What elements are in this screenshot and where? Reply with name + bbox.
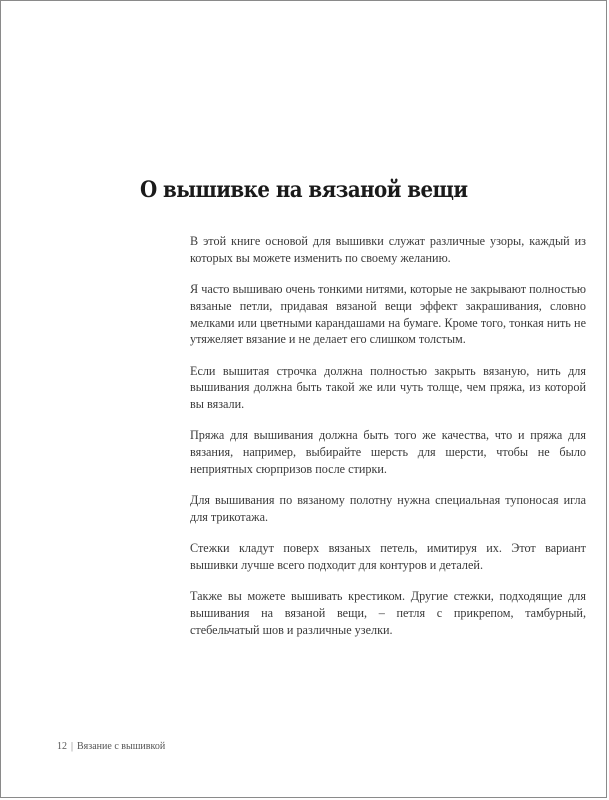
paragraph: Я часто вышиваю очень тонкими нитями, которые не закрывают полностью вязаные петли, придавая вязаной вещи эффект закрашивания, словно мелками или цветными карандашами на бумаге. Кроме того, тонкая нить не утяжеляет вязание и не делает его слишком толстым. bbox=[190, 281, 586, 347]
paragraph: Для вышивания по вязаному полотну нужна специальная тупоносая игла для трикотажа. bbox=[190, 493, 586, 524]
paragraph: Стежки кладут поверх вязаных петель, имитируя их. Этот вариант вышивки лучше всего подходит для контуров и деталей. bbox=[190, 541, 586, 572]
paragraph: Пряжа для вышивания должна быть того же качества, что и пряжа для вязания, например, выбирайте шерсть для шерсти, чтобы не было неприятных сюрпризов после стирки. bbox=[190, 428, 586, 476]
running-title: Вязание с вышивкой bbox=[77, 741, 166, 752]
paragraph: Если вышитая строчка должна полностью закрыть вязаную, нить для вышивания должна быть такой же или чуть толще, чем пряжа, из которой вы вязали. bbox=[190, 363, 586, 412]
page-number: 12 bbox=[57, 741, 67, 752]
page-footer bbox=[57, 741, 165, 752]
paragraph: В этой книге основой для вышивки служат различные узоры, каждый из которых вы можете изменить по своему желанию. bbox=[190, 234, 586, 265]
footer-divider: | bbox=[71, 741, 74, 752]
body-text bbox=[190, 233, 586, 653]
chapter-title: О вышивке на вязаной вещи bbox=[139, 177, 468, 203]
paragraph: Также вы можете вышивать крестиком. Другие стежки, подходящие для вышивания на вязаной вещи, – петля с прикрепом, тамбурный, стебельчатый шов и различные узелки. bbox=[190, 589, 586, 637]
